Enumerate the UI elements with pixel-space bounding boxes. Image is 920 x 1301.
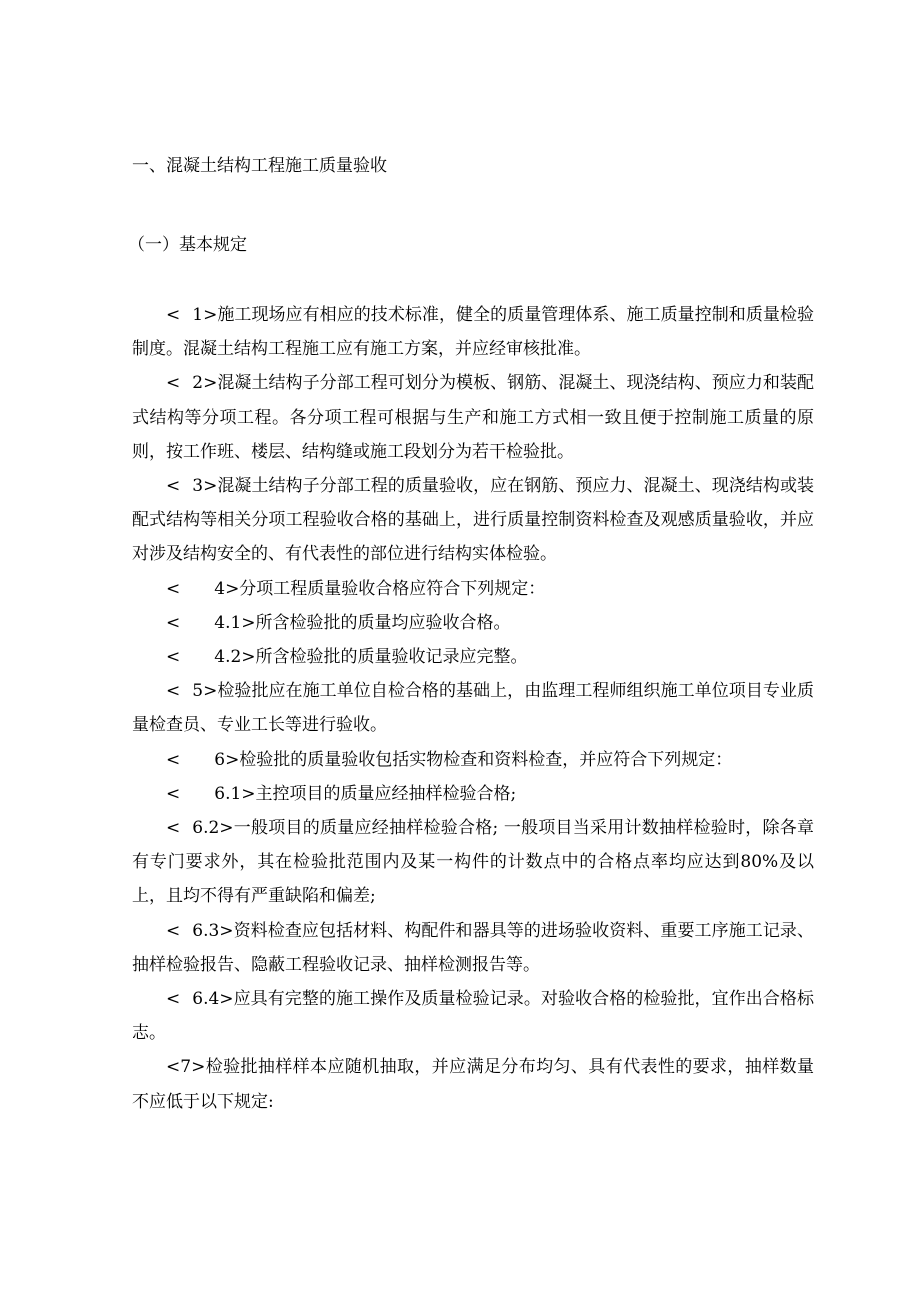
paragraph-6-1 [132, 777, 814, 811]
paragraph-6-4 [132, 982, 814, 1050]
paragraph-text: 6.2>一般项目的质量应经抽样检验合格; 一般项目当采用计数抽样检验时，除各章有专门要求外，其在检验批范围内及某一构件的计数点中的合格点率均应达到80%及以上，且均不得有严重缺陷和偏差; [132, 818, 814, 907]
paragraph-text: 2>混凝土结构子分部工程可划分为模板、钢筋、混凝土、现浇结构、预应力和装配式结构等分项工程。各分项工程可根据与生产和施工方式相一致且便于控制施工质量的原则，按工作班、楼层、结构缝或施工段划分为若干检验批。 [132, 373, 814, 462]
paragraph-4 [132, 572, 814, 606]
paragraph-marker: < [166, 578, 181, 599]
section-heading: （一）基本规定 [128, 235, 247, 255]
paragraph-6-3 [132, 914, 814, 982]
paragraph-1 [132, 298, 814, 366]
paragraph-5 [132, 674, 814, 742]
document-title: 一、混凝土结构工程施工质量验收 [132, 156, 387, 176]
paragraph-text: 6.4>应具有完整的施工操作及质量检验记录。对验收合格的检验批，宜作出合格标志。 [132, 989, 814, 1044]
paragraph-2 [132, 366, 814, 469]
paragraph-text: 6>检验批的质量验收包括实物检查和资料检查，并应符合下列规定： [214, 749, 733, 770]
paragraph-text: 3>混凝土结构子分部工程的质量验收，应在钢筋、预应力、混凝土、现浇结构或装配式结构等相关分项工程验收合格的基础上，进行质量控制资料检查及观感质量验收，并应对涉及结构安全的、有代表性的部位进行结构实体检验。 [132, 476, 814, 565]
paragraph-text: 4.1>所含检验批的质量均应验收合格。 [214, 612, 511, 633]
paragraph-text: 6.1>主控项目的质量应经抽样检验合格; [214, 783, 517, 804]
paragraph-marker: < [166, 989, 181, 1010]
paragraph-marker: < [166, 681, 181, 702]
paragraph-text: 7>检验批抽样样本应随机抽取，并应满足分布均匀、具有代表性的要求，抽样数量不应低于以下规定: [132, 1057, 814, 1112]
paragraph-4-2 [132, 640, 814, 674]
paragraph-text: 1>施工现场应有相应的技术标准，健全的质量管理体系、施工质量控制和质量检验制度。混凝土结构工程施工应有施工方案，并应经审核批准。 [132, 305, 814, 360]
paragraph-marker: < [166, 647, 181, 668]
paragraph-marker: < [166, 749, 181, 770]
paragraph-6 [132, 743, 814, 777]
paragraph-marker: < [166, 373, 181, 394]
paragraph-marker: < [166, 1057, 181, 1078]
paragraph-6-2 [132, 811, 814, 914]
paragraph-marker: < [166, 612, 181, 633]
paragraph-text: 4.2>所含检验批的质量验收记录应完整。 [214, 647, 528, 668]
paragraph-3 [132, 469, 814, 572]
document-body [132, 298, 814, 1119]
paragraph-marker: < [166, 920, 181, 941]
paragraph-marker: < [166, 305, 181, 325]
paragraph-7 [132, 1050, 814, 1118]
paragraph-marker: < [166, 818, 181, 839]
paragraph-text: 5>检验批应在施工单位自检合格的基础上，由监理工程师组织施工单位项目专业质量检查员、专业工长等进行验收。 [132, 681, 814, 736]
paragraph-4-1 [132, 606, 814, 640]
paragraph-marker: < [166, 476, 181, 497]
paragraph-text: 6.3>资料检查应包括材料、构配件和器具等的进场验收资料、重要工序施工记录、抽样检验报告、隐蔽工程验收记录、抽样检测报告等。 [132, 920, 814, 975]
paragraph-marker: < [166, 783, 181, 804]
paragraph-text: 4>分项工程质量验收合格应符合下列规定： [214, 578, 546, 599]
